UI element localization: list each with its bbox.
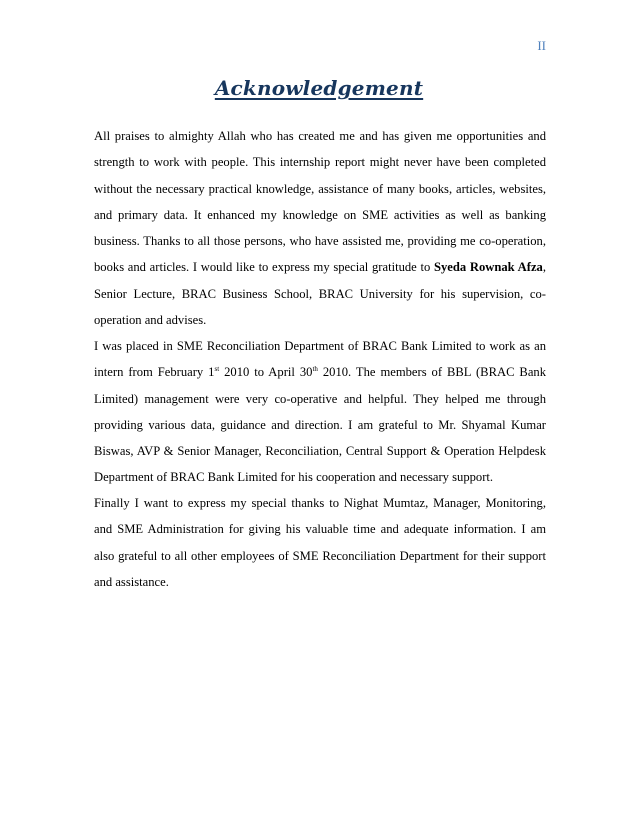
paragraph-text-part: I was placed in SME Reconciliation Department of BRAC Bank Limited to work as an intern from February 1 — [94, 339, 546, 380]
ordinal-superscript: th — [312, 365, 318, 374]
paragraph-internship — [94, 333, 546, 491]
paragraph-text-part: All praises to almighty Allah who has created me and has given me opportunities and strength to work with people. This internship report might never have been completed without the necessary practical knowledge, assistance of many books, articles, websites, and primary data. It enhanced my knowledge on SME activities as well as banking business. Thanks to all those persons, who have assisted me, providing me co-operation, books and articles. I would like to express my special gratitude to — [94, 129, 546, 275]
paragraph-text-part: 2010. The members of BBL (BRAC Bank Limited) management were very co-operative and helpful. They helped me through providing various data, guidance and direction. I am grateful to Mr. Shyamal Kumar Biswas, AVP & Senior Manager, Reconciliation, Central Support & Operation Helpdesk Department of BRAC Bank Limited for his cooperation and necessary support. — [94, 365, 547, 485]
paragraph-text-part: 2010 to April 30 — [219, 365, 313, 380]
page-number: II — [537, 38, 546, 53]
ordinal-superscript: st — [214, 365, 220, 374]
title-text: Acknowledgement — [214, 76, 424, 100]
paragraph-text — [94, 123, 546, 333]
page-title — [0, 76, 638, 100]
paragraph-text — [94, 333, 546, 491]
paragraph-gratitude — [94, 123, 546, 333]
supervisor-name: Syeda Rownak Afza — [433, 260, 543, 275]
paragraph-text-part: , Senior Lecture, BRAC Business School, BRAC University for his supervision, co-operation and advises. — [94, 260, 546, 328]
paragraph-thanks — [94, 490, 546, 595]
paragraph-text: Finally I want to express my special thanks to Nighat Mumtaz, Manager, Monitoring, and SME Administration for giving his valuable time and adequate information. I am also grateful to all other employees of SME Reconciliation Department for their support and assistance. — [94, 496, 546, 589]
